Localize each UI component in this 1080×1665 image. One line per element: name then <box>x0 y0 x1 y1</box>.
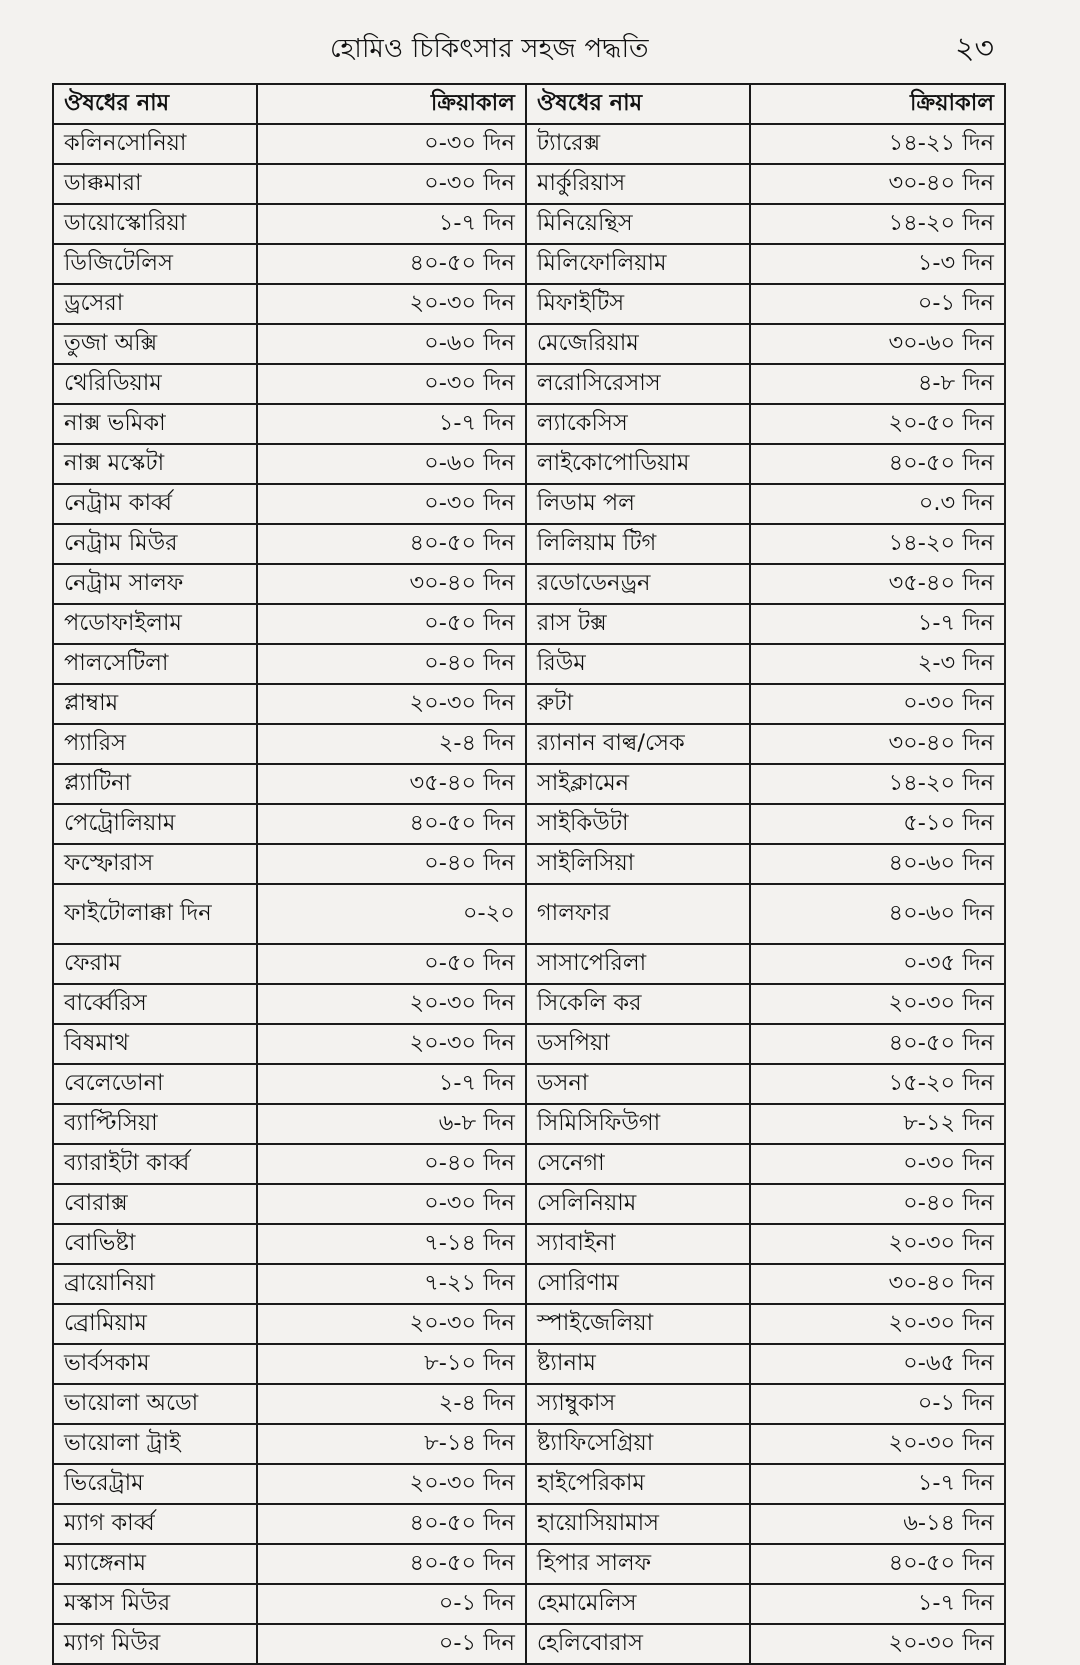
duration-right: ০-৪০ দিন <box>750 1184 1005 1224</box>
medicine-name-left: ফস্ফোরাস <box>53 844 257 884</box>
duration-left: ০-৩০ দিন <box>257 164 526 204</box>
duration-right: ০-৩০ দিন <box>750 1144 1005 1184</box>
table-row <box>53 1264 1005 1304</box>
remedy-duration-table <box>52 83 1006 1665</box>
table-row <box>53 564 1005 604</box>
duration-right: ১৪-২১ দিন <box>750 124 1005 164</box>
duration-left: ২০-৩০ দিন <box>257 984 526 1024</box>
medicine-name-left: ব্রায়োনিয়া <box>53 1264 257 1304</box>
medicine-name-left: নাক্স মস্কেটা <box>53 444 257 484</box>
duration-left: ৪০-৫০ দিন <box>257 1504 526 1544</box>
running-title: হোমিও চিকিৎসার সহজ পদ্ধতি <box>330 34 649 64</box>
duration-right: ০-১ দিন <box>750 284 1005 324</box>
medicine-name-left: ড্রসেরা <box>53 284 257 324</box>
medicine-name-left: বোরাক্স <box>53 1184 257 1224</box>
duration-left: ০-৫০ দিন <box>257 604 526 644</box>
duration-right: ৩০-৪০ দিন <box>750 164 1005 204</box>
duration-right: ৫-১০ দিন <box>750 804 1005 844</box>
duration-right: ৮-১২ দিন <box>750 1104 1005 1144</box>
page-header <box>0 18 1080 68</box>
medicine-name-left: ফাইটোলাক্কা দিন <box>53 884 257 944</box>
medicine-name-left: নাক্স ভমিকা <box>53 404 257 444</box>
duration-right: ৪০-৬০ দিন <box>750 884 1005 944</box>
medicine-name-left: ডিজিটেলিস <box>53 244 257 284</box>
medicine-name-left: প্লাম্বাম <box>53 684 257 724</box>
duration-left: ০-৩০ দিন <box>257 124 526 164</box>
table-row <box>53 1344 1005 1384</box>
medicine-name-right: মিনিয়েন্থিস <box>526 204 750 244</box>
header-duration-left: ক্রিয়াকাল <box>257 84 526 124</box>
duration-right: ১৪-২০ দিন <box>750 764 1005 804</box>
duration-left: ২০-৩০ দিন <box>257 284 526 324</box>
medicine-name-right: স্যাম্বুকাস <box>526 1384 750 1424</box>
medicine-name-left: প্যারিস <box>53 724 257 764</box>
duration-right: ১-৭ দিন <box>750 604 1005 644</box>
table-row <box>53 444 1005 484</box>
medicine-name-right: মার্কুরিয়াস <box>526 164 750 204</box>
medicine-name-right: রডোডেনড্রন <box>526 564 750 604</box>
duration-left: ৪০-৫০ দিন <box>257 1544 526 1584</box>
table-row <box>53 1384 1005 1424</box>
medicine-name-right: হাইপেরিকাম <box>526 1464 750 1504</box>
duration-left: ২০-৩০ দিন <box>257 1304 526 1344</box>
duration-left: ০-১ দিন <box>257 1624 526 1664</box>
medicine-name-left: ডাক্কমারা <box>53 164 257 204</box>
table-row <box>53 204 1005 244</box>
header-medicine-name-left: ঔষধের নাম <box>53 84 257 124</box>
duration-left: ৭-১৪ দিন <box>257 1224 526 1264</box>
table-row <box>53 944 1005 984</box>
table-row <box>53 1304 1005 1344</box>
duration-right: ৪-৮ দিন <box>750 364 1005 404</box>
duration-right: ৩০-৬০ দিন <box>750 324 1005 364</box>
table-row <box>53 1024 1005 1064</box>
medicine-name-left: নেট্রাম কার্ব্ব <box>53 484 257 524</box>
table-row <box>53 984 1005 1024</box>
medicine-name-right: ডসনা <box>526 1064 750 1104</box>
duration-left: ২০-৩০ দিন <box>257 1464 526 1504</box>
duration-right: ২০-৩০ দিন <box>750 1424 1005 1464</box>
medicine-name-left: ফেরাম <box>53 944 257 984</box>
duration-left: ০-৪০ দিন <box>257 644 526 684</box>
medicine-name-right: সোরিণাম <box>526 1264 750 1304</box>
table-row <box>53 164 1005 204</box>
medicine-name-right: সাইক্লামেন <box>526 764 750 804</box>
duration-right: ২০-৩০ দিন <box>750 1224 1005 1264</box>
table-row <box>53 1104 1005 1144</box>
table-row <box>53 604 1005 644</box>
duration-left: ৩৫-৪০ দিন <box>257 764 526 804</box>
medicine-name-left: ম্যাঙ্গেনাম <box>53 1544 257 1584</box>
medicine-name-right: রাস টক্স <box>526 604 750 644</box>
duration-right: ১৫-২০ দিন <box>750 1064 1005 1104</box>
medicine-name-left: প্ল্যাটিনা <box>53 764 257 804</box>
duration-right: ৩০-৪০ দিন <box>750 724 1005 764</box>
duration-left: ০-৩০ দিন <box>257 1184 526 1224</box>
table-row <box>53 284 1005 324</box>
medicine-name-right: রিউম <box>526 644 750 684</box>
duration-right: ১৪-২০ দিন <box>750 524 1005 564</box>
medicine-name-left: থেরিডিয়াম <box>53 364 257 404</box>
duration-right: ৬-১৪ দিন <box>750 1504 1005 1544</box>
table-body <box>53 124 1005 1664</box>
duration-left: ০-২০ <box>257 884 526 944</box>
duration-left: ৮-১৪ দিন <box>257 1424 526 1464</box>
medicine-name-right: ল্যাকেসিস <box>526 404 750 444</box>
duration-left: ০-৩০ দিন <box>257 364 526 404</box>
table-row <box>53 1584 1005 1624</box>
duration-right: ৪০-৫০ দিন <box>750 1024 1005 1064</box>
medicine-name-left: বোভিষ্টা <box>53 1224 257 1264</box>
table-row <box>53 1144 1005 1184</box>
medicine-name-left: মস্কাস মিউর <box>53 1584 257 1624</box>
table-row <box>53 1544 1005 1584</box>
duration-right: ০.৩ দিন <box>750 484 1005 524</box>
medicine-name-right: লাইকোপোডিয়াম <box>526 444 750 484</box>
duration-left: ৬-৮ দিন <box>257 1104 526 1144</box>
table-row <box>53 844 1005 884</box>
medicine-name-left: ব্যাপ্টিসিয়া <box>53 1104 257 1144</box>
duration-left: ০-৫০ দিন <box>257 944 526 984</box>
medicine-name-right: ষ্ট্যাফিসেগ্রিয়া <box>526 1424 750 1464</box>
table-row <box>53 364 1005 404</box>
duration-right: ১-৭ দিন <box>750 1464 1005 1504</box>
medicine-name-left: বিষমাথ <box>53 1024 257 1064</box>
duration-right: ০-৩৫ দিন <box>750 944 1005 984</box>
header-duration-right: ক্রিয়াকাল <box>750 84 1005 124</box>
duration-right: ২-৩ দিন <box>750 644 1005 684</box>
duration-right: ৩০-৪০ দিন <box>750 1264 1005 1304</box>
medicine-name-right: মেজেরিয়াম <box>526 324 750 364</box>
duration-left: ২০-৩০ দিন <box>257 1024 526 1064</box>
table-row <box>53 1224 1005 1264</box>
duration-right: ৪০-৬০ দিন <box>750 844 1005 884</box>
table-row <box>53 524 1005 564</box>
medicine-name-right: রুটা <box>526 684 750 724</box>
table-row <box>53 644 1005 684</box>
medicine-name-left: ব্যারাইটা কার্ব্ব <box>53 1144 257 1184</box>
table-row <box>53 684 1005 724</box>
medicine-name-left: বেলেডোনা <box>53 1064 257 1104</box>
duration-left: ০-৬০ দিন <box>257 444 526 484</box>
medicine-name-left: ম্যাগ মিউর <box>53 1624 257 1664</box>
medicine-name-left: পালসেটিলা <box>53 644 257 684</box>
duration-right: ১-৭ দিন <box>750 1584 1005 1624</box>
medicine-name-left: ভায়োলা ট্রাই <box>53 1424 257 1464</box>
table-row <box>53 324 1005 364</box>
duration-left: ০-৪০ দিন <box>257 844 526 884</box>
medicine-name-right: সাসাপেরিলা <box>526 944 750 984</box>
duration-left: ৪০-৫০ দিন <box>257 524 526 564</box>
duration-right: ১৪-২০ দিন <box>750 204 1005 244</box>
duration-left: ৮-১০ দিন <box>257 1344 526 1384</box>
medicine-name-right: লিলিয়াম টিগ <box>526 524 750 564</box>
table-row <box>53 244 1005 284</box>
medicine-name-right: মিলিফোলিয়াম <box>526 244 750 284</box>
duration-right: ৩৫-৪০ দিন <box>750 564 1005 604</box>
medicine-name-right: র‍্যানান বাল্ব/সেক <box>526 724 750 764</box>
medicine-name-left: তুজা অক্সি <box>53 324 257 364</box>
table-row <box>53 1504 1005 1544</box>
medicine-name-right: লিডাম পল <box>526 484 750 524</box>
duration-left: ০-১ দিন <box>257 1584 526 1624</box>
medicine-name-left: ভায়োলা অডো <box>53 1384 257 1424</box>
medicine-name-right: সাইলিসিয়া <box>526 844 750 884</box>
duration-right: ২০-৩০ দিন <box>750 984 1005 1024</box>
duration-left: ২-৪ দিন <box>257 724 526 764</box>
medicine-name-right: হেমামেলিস <box>526 1584 750 1624</box>
medicine-name-right: লরোসিরেসাস <box>526 364 750 404</box>
duration-left: ০-৪০ দিন <box>257 1144 526 1184</box>
duration-right: ০-১ দিন <box>750 1384 1005 1424</box>
table-row <box>53 804 1005 844</box>
medicine-name-left: পেট্রোলিয়াম <box>53 804 257 844</box>
medicine-name-right: ষ্ট্যানাম <box>526 1344 750 1384</box>
medicine-name-right: সাইকিউটা <box>526 804 750 844</box>
duration-right: ২০-৩০ দিন <box>750 1304 1005 1344</box>
medicine-name-left: ম্যাগ কার্ব্ব <box>53 1504 257 1544</box>
duration-left: ১-৭ দিন <box>257 404 526 444</box>
duration-left: ২-৪ দিন <box>257 1384 526 1424</box>
duration-right: ৪০-৫০ দিন <box>750 444 1005 484</box>
duration-right: ৪০-৫০ দিন <box>750 1544 1005 1584</box>
medicine-name-left: নেট্রাম সালফ <box>53 564 257 604</box>
medicine-name-left: ডায়োস্কোরিয়া <box>53 204 257 244</box>
medicine-name-left: ব্রোমিয়াম <box>53 1304 257 1344</box>
duration-left: ০-৩০ দিন <box>257 484 526 524</box>
duration-left: ৩০-৪০ দিন <box>257 564 526 604</box>
medicine-name-right: সেনেগা <box>526 1144 750 1184</box>
duration-left: ১-৭ দিন <box>257 1064 526 1104</box>
duration-right: ২০-৩০ দিন <box>750 1624 1005 1664</box>
duration-right: ০-৬৫ দিন <box>750 1344 1005 1384</box>
duration-left: ২০-৩০ দিন <box>257 684 526 724</box>
duration-right: ০-৩০ দিন <box>750 684 1005 724</box>
medicine-name-left: বার্ব্বেরিস <box>53 984 257 1024</box>
table-row <box>53 1624 1005 1664</box>
medicine-name-right: সিকেলি কর <box>526 984 750 1024</box>
page-number: ২৩ <box>955 31 995 66</box>
medicine-name-left: কলিনসোনিয়া <box>53 124 257 164</box>
medicine-name-right: মিফাইটিস <box>526 284 750 324</box>
table-row <box>53 1184 1005 1224</box>
medicine-name-right: হায়োসিয়ামাস <box>526 1504 750 1544</box>
table-row <box>53 764 1005 804</box>
medicine-name-right: ট্যারেক্স <box>526 124 750 164</box>
table-row <box>53 124 1005 164</box>
duration-left: ৭-২১ দিন <box>257 1264 526 1304</box>
table-row <box>53 884 1005 944</box>
medicine-name-right: স্যাবাইনা <box>526 1224 750 1264</box>
medicine-name-right: ডসপিয়া <box>526 1024 750 1064</box>
medicine-name-left: পডোফাইলাম <box>53 604 257 644</box>
medicine-name-right: গালফার <box>526 884 750 944</box>
duration-left: ০-৬০ দিন <box>257 324 526 364</box>
duration-left: ৪০-৫০ দিন <box>257 804 526 844</box>
table-row <box>53 1064 1005 1104</box>
table-row <box>53 404 1005 444</box>
duration-right: ২০-৫০ দিন <box>750 404 1005 444</box>
medicine-name-right: স্পাইজেলিয়া <box>526 1304 750 1344</box>
medicine-name-left: ভিরেট্রাম <box>53 1464 257 1504</box>
medicine-name-left: ভার্বসকাম <box>53 1344 257 1384</box>
table-header-row <box>53 84 1005 124</box>
table-row <box>53 1464 1005 1504</box>
duration-left: ১-৭ দিন <box>257 204 526 244</box>
medicine-name-right: হিপার সালফ <box>526 1544 750 1584</box>
medicine-name-right: সেলিনিয়াম <box>526 1184 750 1224</box>
header-medicine-name-right: ঔষধের নাম <box>526 84 750 124</box>
duration-right: ১-৩ দিন <box>750 244 1005 284</box>
table-row <box>53 484 1005 524</box>
medicine-name-right: সিমিসিফিউগা <box>526 1104 750 1144</box>
medicine-name-left: নেট্রাম মিউর <box>53 524 257 564</box>
table-row <box>53 724 1005 764</box>
table-row <box>53 1424 1005 1464</box>
duration-left: ৪০-৫০ দিন <box>257 244 526 284</box>
medicine-name-right: হেলিবোরাস <box>526 1624 750 1664</box>
